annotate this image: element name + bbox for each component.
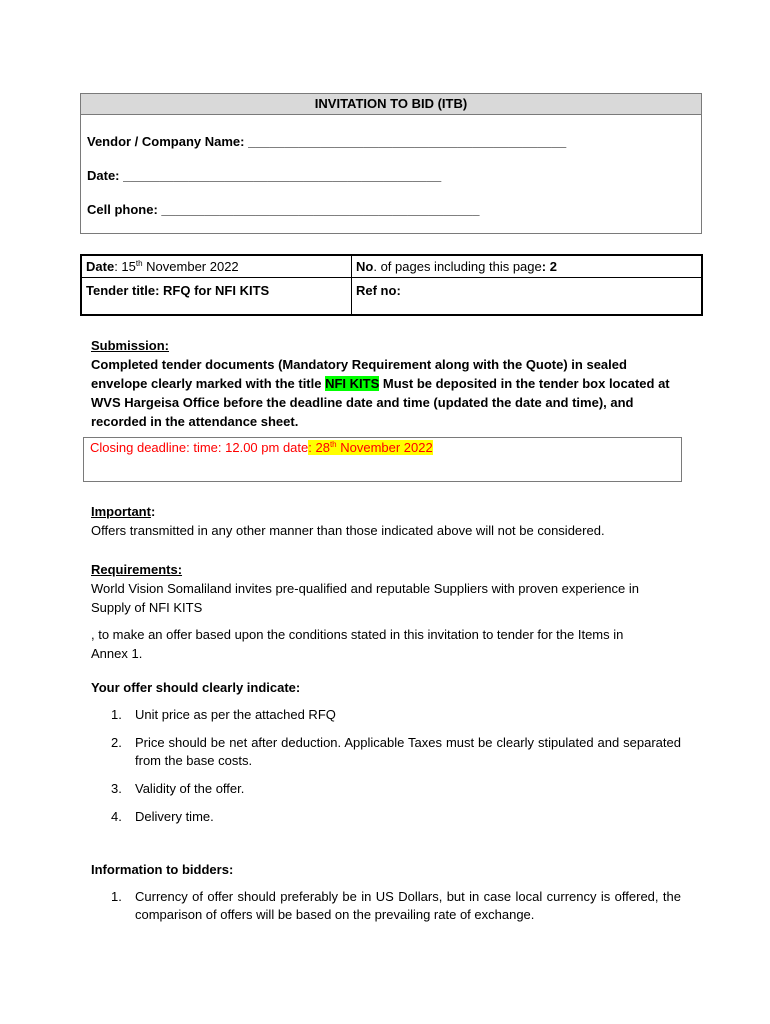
requirements-line-2: Supply of NFI KITS xyxy=(91,600,203,615)
itb-header-box xyxy=(80,93,702,234)
offer-heading: Your offer should clearly indicate: xyxy=(91,680,301,695)
submission-line-2 xyxy=(91,374,691,393)
list-number: 4. xyxy=(111,809,122,824)
list-text: Delivery time. xyxy=(135,809,214,824)
requirements-section xyxy=(91,560,691,617)
submission-line-2-start: envelope clearly marked with the title xyxy=(91,376,326,391)
deadline-sup: th xyxy=(329,440,337,449)
list-text: Currency of offer should preferably be in US Dollars, but in case local currency is offered, the comparison of offers will be based on the prevailing rate of exchange. xyxy=(135,889,681,922)
list-number: 3. xyxy=(111,781,122,796)
submission-line-2-end: Must be deposited in the tender box located at xyxy=(379,376,670,391)
date-label: Date xyxy=(86,259,115,274)
pages-count xyxy=(356,259,557,274)
important-colon: : xyxy=(150,504,156,519)
bidders-heading: Information to bidders: xyxy=(91,862,234,877)
submission-heading: Submission: xyxy=(91,338,170,353)
closing-deadline xyxy=(90,440,433,455)
tender-title: Tender title: RFQ for NFI KITS xyxy=(86,283,270,298)
important-text: Offers transmitted in any other manner than those indicated above will not be considered. xyxy=(91,523,605,538)
list-number: 1. xyxy=(111,889,122,904)
submission-line-1: Completed tender documents (Mandatory Requirement along with the Quote) in sealed xyxy=(91,357,627,372)
list-text: Unit price as per the attached RFQ xyxy=(135,707,336,722)
cell-phone-field[interactable]: Cell phone: ____________________________________________ xyxy=(87,202,480,217)
deadline-label: Closing deadline: time: 12.00 pm date xyxy=(90,440,309,455)
vendor-name-field[interactable]: Vendor / Company Name: ____________________________________________ xyxy=(87,134,567,149)
submission-line-4: recorded in the attendance sheet. xyxy=(91,414,299,429)
list-number: 2. xyxy=(111,735,122,750)
table-divider xyxy=(82,277,701,278)
table-divider xyxy=(351,256,352,314)
list-text: Validity of the offer. xyxy=(135,781,245,796)
tender-date xyxy=(86,259,239,274)
deadline-date-highlight xyxy=(308,440,432,455)
pages-label: No xyxy=(356,259,374,274)
requirements-line-3: , to make an offer based upon the conditions stated in this invitation to tender for the Items in xyxy=(91,627,624,642)
deadline-month-year: November 2022 xyxy=(336,440,433,455)
important-heading: Important xyxy=(91,504,151,519)
date-rest: November 2022 xyxy=(142,259,239,274)
itb-title: INVITATION TO BID (ITB) xyxy=(81,94,701,115)
date-sup: th xyxy=(135,259,143,268)
requirements-line-1: World Vision Somaliland invites pre-qualified and reputable Suppliers with proven experience in xyxy=(91,581,639,596)
important-section xyxy=(91,502,691,540)
submission-section xyxy=(91,336,691,431)
list-number: 1. xyxy=(111,707,122,722)
requirements-heading: Requirements: xyxy=(91,562,183,577)
date-field[interactable]: Date: ____________________________________________ xyxy=(87,168,442,183)
submission-line-3: WVS Hargeisa Office before the deadline date and time (updated the date and time), and xyxy=(91,395,634,410)
date-day: : 15 xyxy=(114,259,136,274)
deadline-day: : 28 xyxy=(308,440,330,455)
ref-no: Ref no: xyxy=(356,283,401,298)
tender-info-table xyxy=(80,254,703,316)
pages-text: . of pages including this page xyxy=(373,259,542,274)
requirements-continued xyxy=(91,625,691,663)
requirements-line-4: Annex 1. xyxy=(91,646,143,661)
pages-value: : 2 xyxy=(541,259,557,274)
closing-deadline-box xyxy=(83,437,682,482)
important-heading-line xyxy=(91,502,691,521)
highlight-nfi-kits: NFI KITS xyxy=(325,376,380,391)
list-text: Price should be net after deduction. Applicable Taxes must be clearly stipulated and separated from the base costs. xyxy=(135,735,681,768)
